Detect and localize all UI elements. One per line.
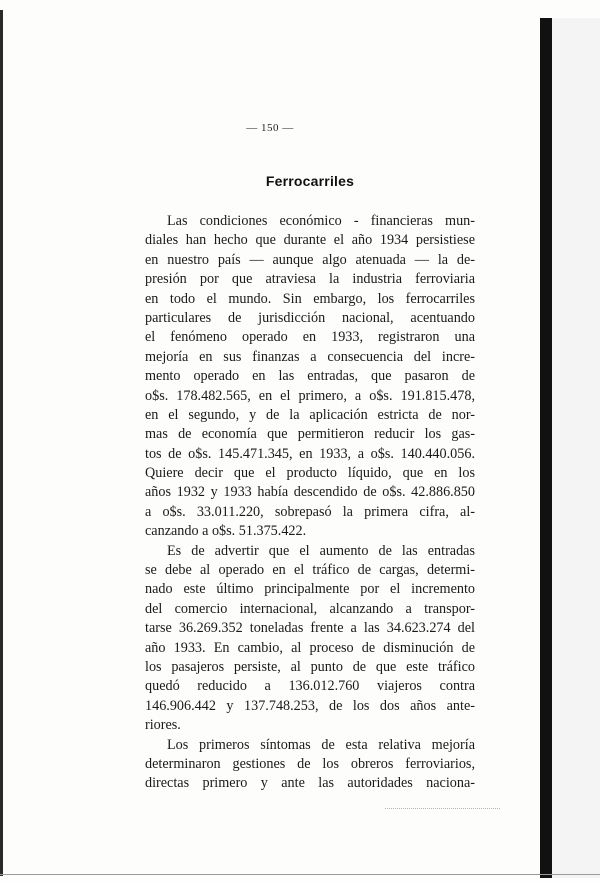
text-line: mas de economía que permitieron reducir los gas-: [145, 426, 475, 443]
text-line: en el segundo, y de la aplicación estricta de nor-: [145, 406, 475, 423]
text-line: tos de o$s. 145.471.345, en 1933, a o$s. 140.440.056.: [145, 445, 475, 462]
page-left-edge: [0, 10, 3, 876]
text-line: nado este último principalmente por el incremento: [145, 581, 475, 598]
text-line: Los primeros síntomas de esta relativa mejoría: [167, 736, 475, 753]
page-number: — 150 —: [246, 122, 294, 134]
text-line: presión por que atraviesa la industria ferroviaria: [145, 271, 475, 288]
text-line: 146.906.442 y 137.748.253, de los dos años ante-: [145, 697, 475, 714]
text-line: en todo el mundo. Sin embargo, los ferrocarriles: [145, 290, 475, 307]
scan-margin: [552, 18, 600, 878]
text-line: o$s. 178.482.565, en el primero, a o$s. 191.815.478,: [145, 387, 475, 404]
page-bottom-edge: [0, 874, 600, 875]
text-line: determinaron gestiones de los obreros ferroviarios,: [145, 755, 475, 772]
text-line: el fenómeno operado en 1933, registraron una: [145, 329, 475, 346]
text-line: se debe al operado en el tráfico de cargas, determi-: [145, 562, 475, 579]
text-line: a o$s. 33.011.220, sobrepasó la primera cifra, al-: [145, 503, 475, 520]
text-line: Quiere decir que el producto líquido, que en los: [145, 465, 475, 482]
text-line: particulares de jurisdicción nacional, acentuando: [145, 309, 475, 326]
text-line: canzando a o$s. 51.375.422.: [145, 523, 307, 540]
text-line: del comercio internacional, alcanzando a transpor-: [145, 600, 475, 617]
scan-artifact: [385, 808, 500, 810]
text-line: años 1932 y 1933 había descendido de o$s. 42.886.850: [145, 484, 475, 501]
section-heading: Ferrocarriles: [265, 173, 355, 189]
text-line: quedó reducido a 136.012.760 viajeros contra: [145, 678, 475, 695]
text-line: los pasajeros persiste, al punto de que este tráfico: [145, 658, 475, 675]
text-line: directas primero y ante las autoridades naciona-: [145, 775, 475, 792]
text-line: mejoría en sus finanzas a consecuencia del incre-: [145, 348, 475, 365]
text-line: Las condiciones económico - financieras mun-: [167, 213, 475, 229]
text-line: en nuestro país — aunque algo atenuada — la de-: [145, 251, 475, 268]
text-line: tarse 36.269.352 toneladas frente a las 34.623.274 del: [145, 620, 475, 637]
text-line: mento operado en las entradas, que pasaron de: [145, 368, 475, 385]
body-text: [145, 212, 475, 794]
text-line: riores.: [145, 717, 181, 734]
text-line: Es de advertir que el aumento de las entradas: [167, 542, 475, 559]
book-spine-shadow: [540, 18, 552, 878]
text-line: año 1933. En cambio, al proceso de disminución de: [145, 639, 475, 656]
text-line: diales han hecho que durante el año 1934 persistiese: [145, 232, 475, 249]
